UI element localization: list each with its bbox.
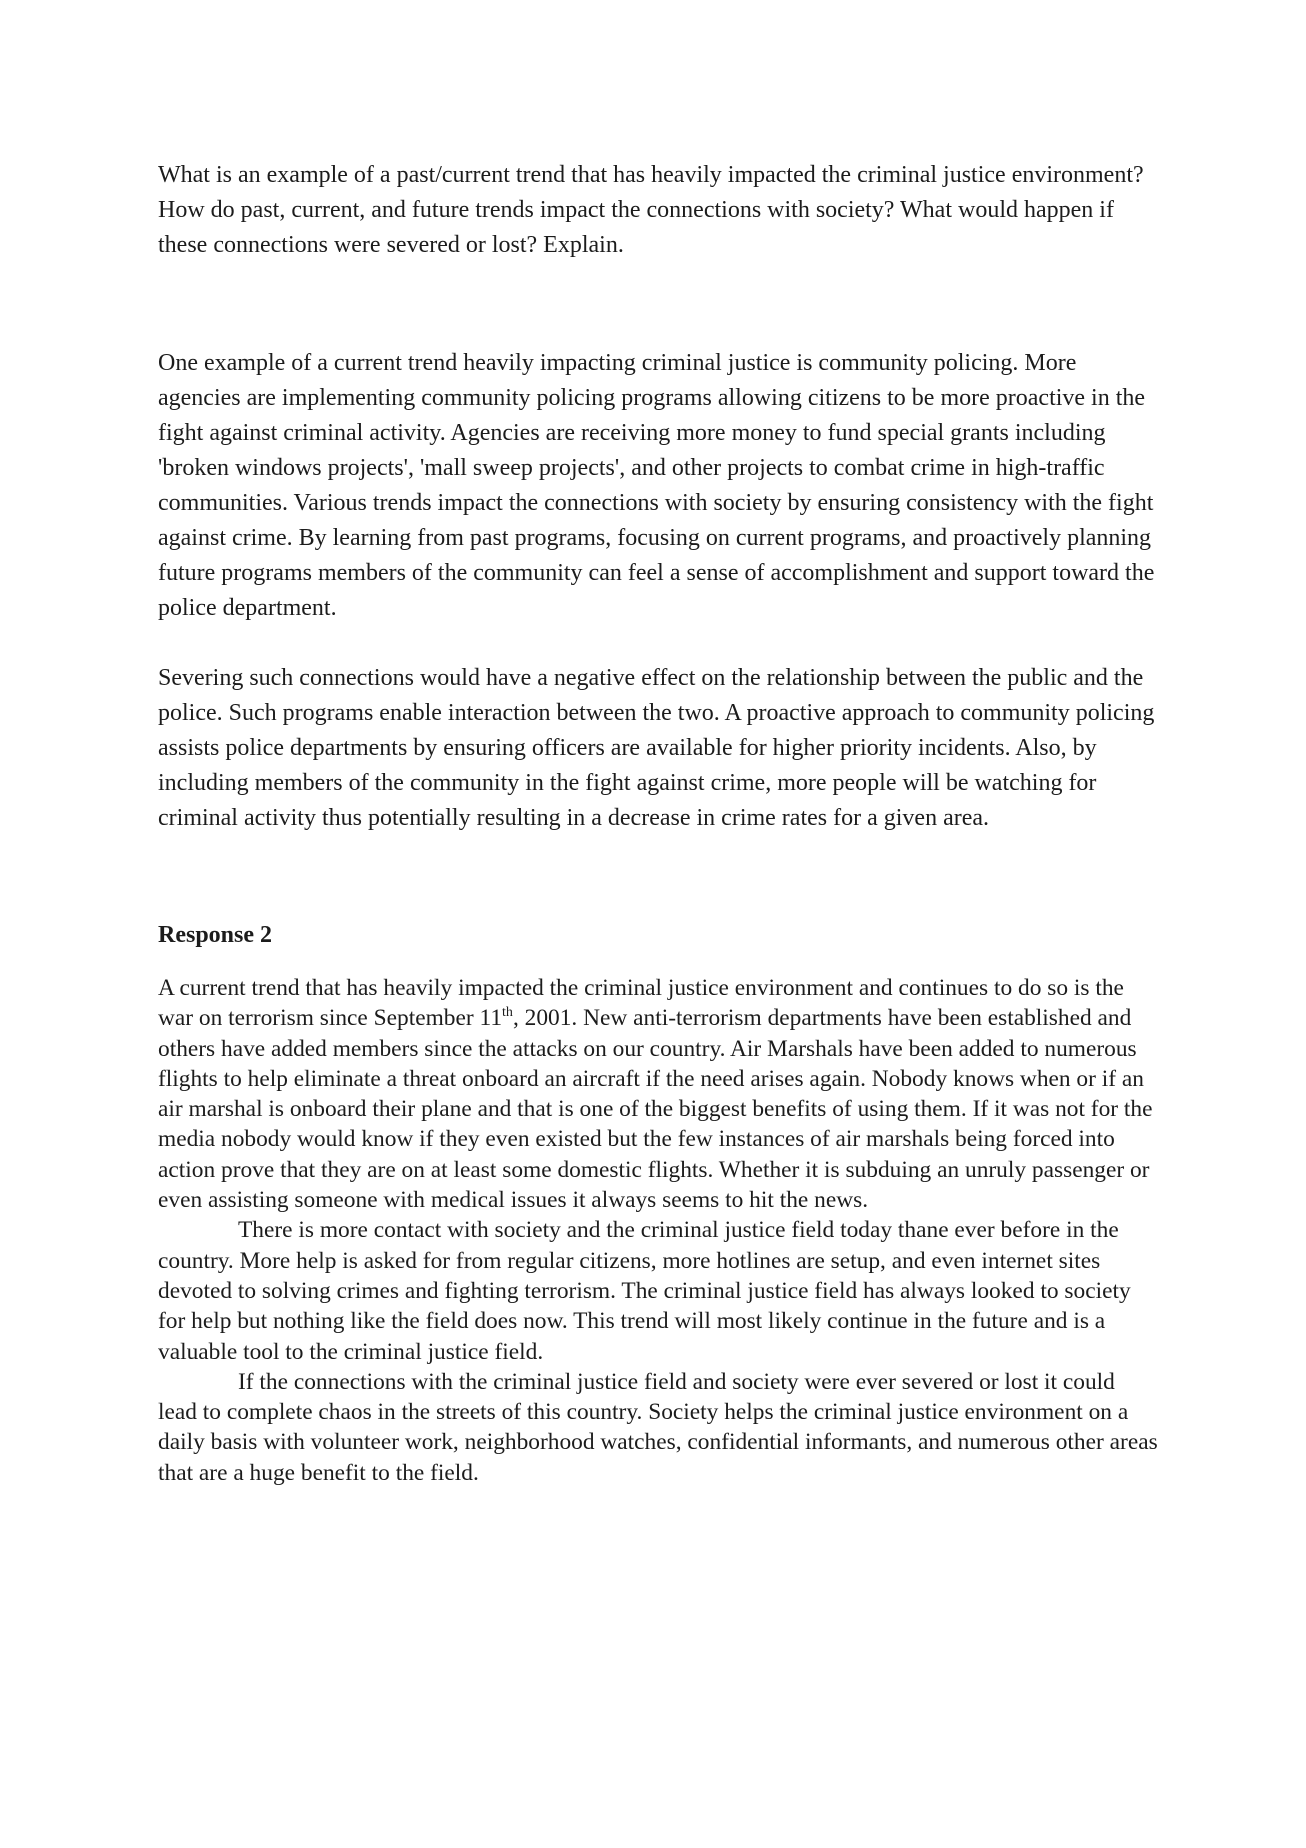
response-2-paragraph-1-end: , 2001. New anti-terrorism departments have been established and others have added members since the attacks on our country. Air Marshals have been added to numerous flights to help eliminate a threat onboard an aircraft if the need arises again. Nobody knows when or if an air marshal is onboard their plane and that is one of the biggest benefits of using them. If it was not for the media nobody would know if they even existed but the few instances of air marshals being forced into action prove that they are on at least some domestic flights. Whether it is subduing an unruly passenger or even assisting someone with medical issues it always seems to hit the news. <box>158 1005 1153 1214</box>
question-and-response-1 <box>158 158 1158 836</box>
ordinal-suffix: th <box>502 1005 513 1021</box>
response-2-paragraph-2: There is more contact with society and the criminal justice field today thane ever before in the country. More help is asked for from regular citizens, more hotlines are setup, and even internet sites devoted to solving crimes and fighting terrorism. The criminal justice field has always looked to society for help but nothing like the field does now. This trend will most likely continue in the future and is a valuable tool to the criminal justice field. <box>158 1217 1131 1365</box>
response-2-paragraph-1-start: A current trend that has heavily impacted the criminal justice environment and continues to do so is the war on terrorism since September 11 <box>158 975 1124 1032</box>
question-text: What is an example of a past/current trend that has heavily impacted the criminal justice environment? How do past, current, and future trends impact the connections with society? What would happen if these connections were severed or lost? Explain. <box>158 162 1144 258</box>
response-1-paragraph-2: Severing such connections would have a negative effect on the relationship between the public and the police. Such programs enable interaction between the two. A proactive approach to community policing assists police departments by ensuring officers are available for higher priority incidents. Also, by including members of the community in the fight against crime, more people will be watching for criminal activity thus potentially resulting in a decrease in crime rates for a given area. <box>158 665 1155 831</box>
response-2-paragraph-1 <box>158 973 1158 1215</box>
response-2-body <box>158 973 1158 1488</box>
response-2-heading: Response 2 <box>158 922 273 948</box>
response-2-paragraph-3: If the connections with the criminal justice field and society were ever severed or lost it could lead to complete chaos in the streets of this country. Society helps the criminal justice environment on a daily basis with volunteer work, neighborhood watches, confidential informants, and numerous other areas that are a huge benefit to the field. <box>158 1368 1158 1486</box>
response-1-paragraph-1: One example of a current trend heavily impacting criminal justice is community policing. More agencies are implementing community policing programs allowing citizens to be more proactive in the fight against criminal activity. Agencies are receiving more money to fund special grants including 'broken windows projects', 'mall sweep projects', and other projects to combat crime in high-traffic communities. Various trends impact the connections with society by ensuring consistency with the fight against crime. By learning from past programs, focusing on current programs, and proactively planning future programs members of the community can feel a sense of accomplishment and support toward the police department. <box>158 350 1155 621</box>
